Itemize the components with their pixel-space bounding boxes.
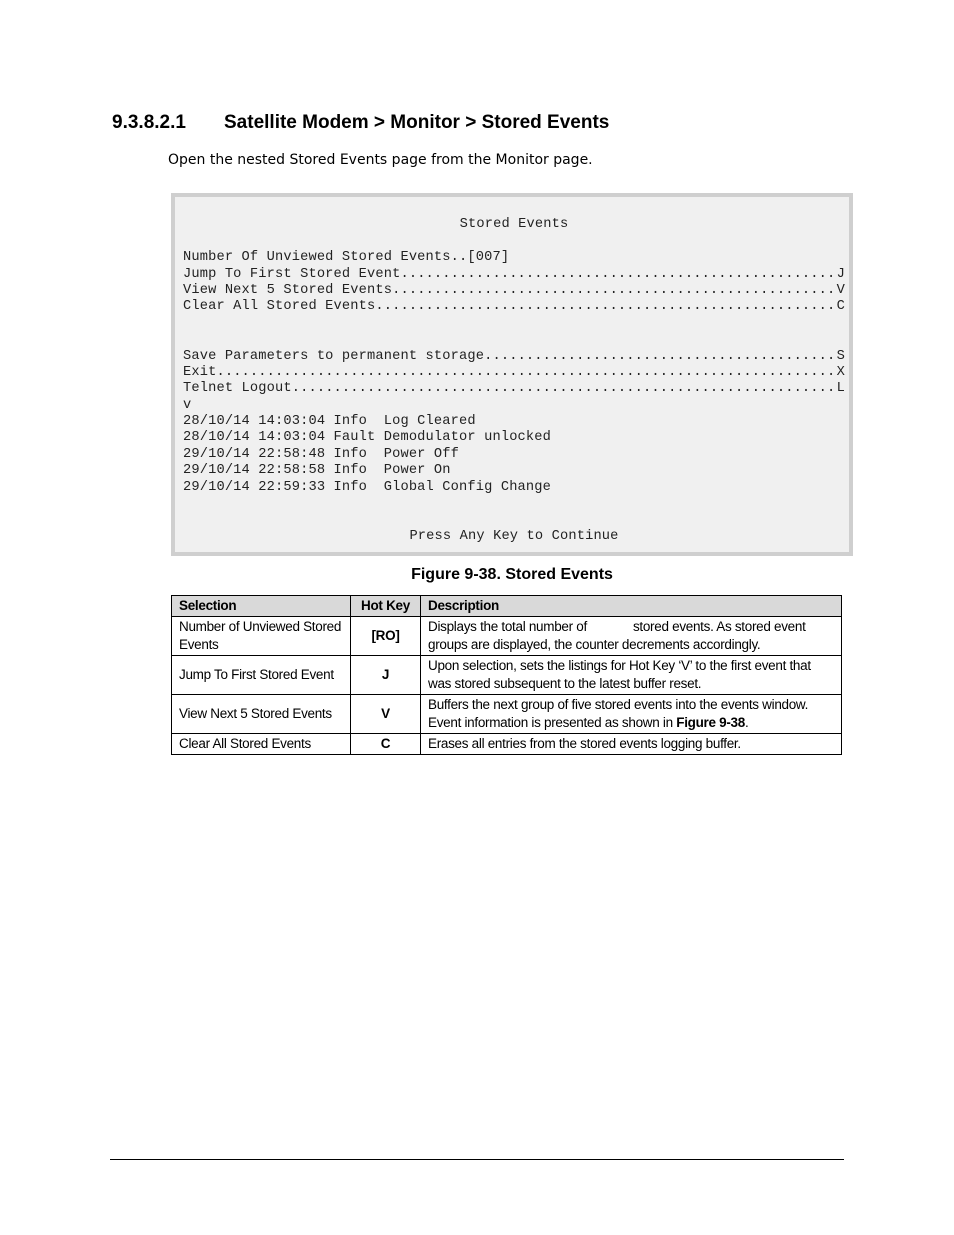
menu-item-key: L <box>836 381 845 397</box>
unviewed-count-line: Number Of Unviewed Stored Events..[007] <box>183 250 510 266</box>
menu-item-jump-first[interactable] <box>183 267 845 283</box>
table-row <box>172 656 842 695</box>
cell-hot-key: J <box>351 656 421 695</box>
cell-description: Displays the total number of stored events. As stored event groups are displayed, the counter decrements accordingly. <box>421 617 842 656</box>
cell-selection: Jump To First Stored Event <box>172 656 351 695</box>
cell-description: Upon selection, sets the listings for Hot Key ‘V’ to the first event that was stored subsequent to the latest buffer reset. <box>421 656 842 695</box>
event-line: 29/10/14 22:58:58 Info Power On <box>183 463 451 479</box>
column-header-hot-key: Hot Key <box>351 596 421 617</box>
hotkey-table <box>171 595 842 755</box>
table-row <box>172 734 842 755</box>
section-heading <box>112 112 609 134</box>
menu-item-label: Save Parameters to permanent storage <box>183 348 485 364</box>
menu-item-save-parameters[interactable] <box>183 349 845 365</box>
cell-selection: Number of Unviewed Stored Events <box>172 617 351 656</box>
terminal-screenshot <box>171 193 853 556</box>
screen-title: Stored Events <box>459 217 569 233</box>
menu-item-exit[interactable] <box>183 365 845 381</box>
press-any-key-prompt: Press Any Key to Continue <box>409 528 619 544</box>
cell-selection: View Next 5 Stored Events <box>172 695 351 734</box>
column-header-selection: Selection <box>172 596 351 617</box>
event-line: 28/10/14 14:03:04 Fault Demodulator unlocked <box>183 430 552 446</box>
section-title: Satellite Modem > Monitor > Stored Events <box>224 112 610 133</box>
cell-description: Erases all entries from the stored events logging buffer. <box>421 734 842 755</box>
menu-item-key: S <box>836 348 845 364</box>
table-row <box>172 617 842 656</box>
intro-paragraph: Open the nested Stored Events page from the Monitor page. <box>168 152 593 168</box>
table-header-row <box>172 596 842 617</box>
section-number: 9.3.8.2.1 <box>112 112 186 133</box>
menu-item-telnet-logout[interactable] <box>183 381 845 397</box>
menu-item-label: Exit <box>183 364 217 380</box>
menu-item-key: X <box>836 364 845 380</box>
cell-hot-key: V <box>351 695 421 734</box>
table-row <box>172 695 842 734</box>
cell-hot-key: [RO] <box>351 617 421 656</box>
menu-item-label: Telnet Logout <box>183 381 292 397</box>
event-line: 29/10/14 22:58:48 Info Power Off <box>183 446 460 462</box>
menu-item-key: J <box>836 266 845 282</box>
menu-item-key: V <box>836 282 845 298</box>
menu-item-label: Jump To First Stored Event <box>183 266 401 282</box>
event-line: 29/10/14 22:59:33 Info Global Config Change <box>183 479 552 495</box>
cell-hot-key: C <box>351 734 421 755</box>
column-header-description: Description <box>421 596 842 617</box>
menu-item-clear-all[interactable] <box>183 299 845 315</box>
figure-reference: Figure 9-38 <box>676 715 745 730</box>
event-line: 28/10/14 14:03:04 Info Log Cleared <box>183 414 476 430</box>
menu-item-label: Clear All Stored Events <box>183 299 376 315</box>
menu-item-label: View Next 5 Stored Events <box>183 282 393 298</box>
input-echo: v <box>183 397 192 413</box>
menu-item-view-next[interactable] <box>183 283 845 299</box>
terminal-text <box>183 201 845 545</box>
figure-caption: Figure 9-38. Stored Events <box>411 566 613 583</box>
footer-rule <box>110 1159 844 1160</box>
menu-item-key: C <box>836 299 845 315</box>
cell-selection: Clear All Stored Events <box>172 734 351 755</box>
cell-description: Buffers the next group of five stored events into the events window. Event information is presented as shown in Figure 9-38. <box>421 695 842 734</box>
